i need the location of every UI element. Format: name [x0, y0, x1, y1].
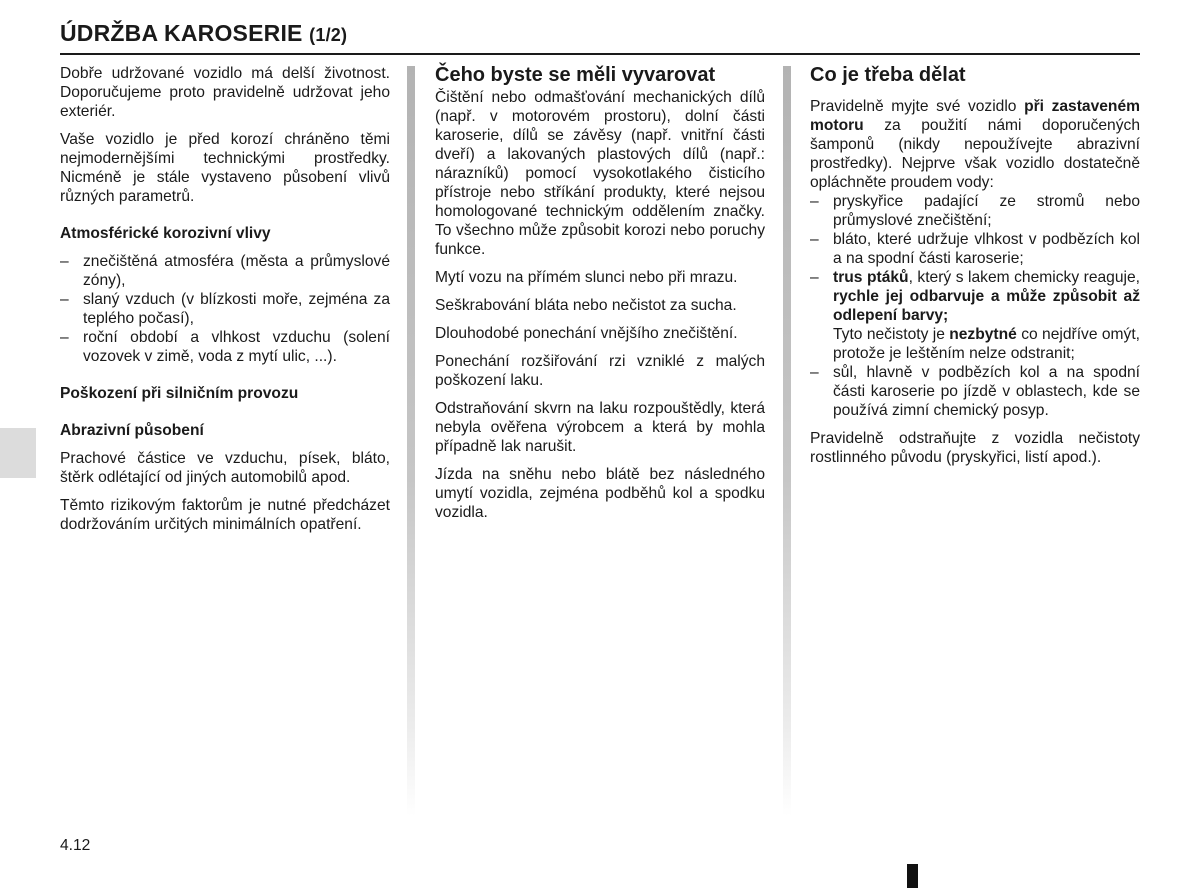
page-number: 4.12 [60, 837, 91, 854]
list-item: – pryskyřice padající ze stromů nebo průmyslové znečištění; [810, 192, 1140, 230]
todo-p1-bold: při zastaveném motoru [810, 98, 1140, 134]
avoid-paragraph-5: Ponechání rozšiřování rzi vzniklé z malých poškození laku. [435, 353, 765, 389]
bird-droppings-warning: rychle jej odbarvuje a může způsobit až odlepení barvy; [833, 288, 1140, 324]
todo-paragraph-1 [810, 97, 1140, 192]
avoid-paragraph-2: Mytí vozu na přímém slunci nebo při mrazu. [435, 269, 738, 286]
list-item-bird-droppings [810, 268, 1140, 363]
column-divider-left [407, 66, 415, 816]
list-item: – roční období a vlhkost vzduchu (solení vozovek v zimě, voda z mytí ulic, ...). [60, 328, 390, 366]
todo-list [810, 192, 1140, 420]
avoid-heading: Čeho byste se měli vyvarovat [435, 64, 716, 86]
column-divider-right [783, 66, 791, 816]
list-item: – slaný vzduch (v blízkosti moře, zejména za teplého počasí), [60, 290, 390, 328]
list-item: – znečištěná atmosféra (města a průmyslové zóny), [60, 252, 390, 290]
avoid-paragraph-3: Seškrabování bláta nebo nečistot za sucha. [435, 297, 737, 314]
atmospheric-list [60, 252, 390, 366]
todo-heading: Co je třeba dělat [810, 64, 966, 86]
todo-p1-text: Pravidelně myjte své vozidlo [810, 98, 1025, 115]
avoid-paragraph-6: Odstraňování skvrn na laku rozpouštědly, která nebyla ověřena výrobcem a která by mohla případně lak narušit. [435, 400, 765, 455]
bird-droppings-text: , který s lakem chemicky reaguje, [908, 269, 1140, 286]
atmospheric-heading: Atmosférické korozivní vlivy [60, 225, 271, 242]
avoid-paragraph-1: Čištění nebo odmašťování mechanických dílů (např. v motorovém prostoru), dolní části karoserie, dílů se závěsy (např. vnitřní části dveří) a lakovaných plastových dílů (např.: nárazníků) pomocí vysokotlakého čisticího přístroje nebo stříkání produkty, které nejsou homologované technickým oddělením značky. To všechno může způsobit korozi nebo poruchy funkce. [435, 89, 765, 258]
title-part: (1/2) [309, 25, 348, 45]
abrasive-text: Prachové částice ve vzduchu, písek, bláto, štěrk odlétající od jiných automobilů apod. [60, 450, 390, 486]
avoid-paragraph-4: Dlouhodobé ponechání vnějšího znečištění. [435, 325, 738, 342]
list-item: – bláto, které udržuje vlhkost v podbězích kol a na spodní části karoserie; [810, 230, 1140, 268]
avoid-paragraph-7: Jízda na sněhu nebo blátě bez následného umytí vozidla, zejména podběhů kol a spodku vozidla. [435, 466, 765, 521]
todo-paragraph-2: Pravidelně odstraňujte z vozidla nečistoty rostlinného původu (pryskyřici, listí apod.). [810, 430, 1140, 466]
abrasive-heading: Abrazivní působení [60, 422, 204, 439]
list-item: – sůl, hlavně v podbězích kol a na spodní části karoserie po jízdě v oblastech, kde se používá zimní chemický posyp. [810, 363, 1140, 420]
column-todo [810, 64, 1140, 476]
corner-mark [907, 864, 918, 888]
title-rule [60, 53, 1140, 55]
bird-droppings-bold: trus ptáků [833, 269, 909, 286]
bird-droppings-note: Tyto nečistoty je [833, 326, 950, 343]
intro-paragraph-2: Vaše vozidlo je před korozí chráněno těmi nejmodernějšími technickými prostředky. Nicméně je stále vystaveno působení vlivů různých parametrů. [60, 131, 390, 205]
column-intro [60, 64, 390, 543]
chapter-side-tab [0, 428, 36, 478]
page-title [60, 20, 347, 47]
intro-paragraph-1: Dobře udržované vozidlo má delší životnost. Doporučujeme proto pravidelně udržovat jeho exteriér. [60, 65, 390, 120]
title-main: ÚDRŽBA KAROSERIE [60, 20, 303, 46]
todo-p1-text-end: za použití námi doporučených šamponů (nikdy nepoužívejte abrazivní prostředky). Nejprve však vozidlo dostatečně opláchněte proudem vody: [810, 117, 1140, 191]
bird-droppings-note-end: co nejdříve omýt, protože je leštěním nelze odstranit; [833, 326, 1140, 362]
column-avoid [435, 64, 765, 531]
bird-droppings-emphasis: nezbytné [949, 326, 1017, 343]
road-damage-heading: Poškození při silničním provozu [60, 385, 299, 402]
risk-text: Těmto rizikovým faktorům je nutné předcházet dodržováním určitých minimálních opatření. [60, 497, 390, 533]
